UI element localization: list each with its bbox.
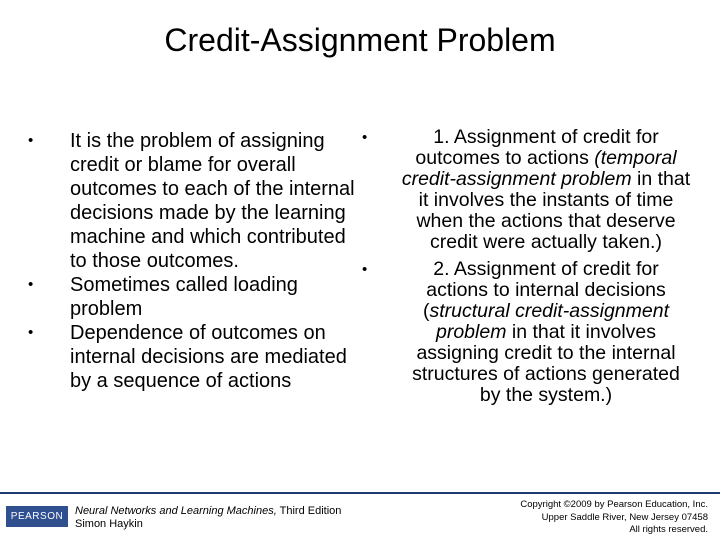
bullet-text-part: 1. Assignment of credit for outcomes to actions [415,126,659,169]
bullet-text-part: 2. Assignment of credit for actions to internal decisions ( [422,258,666,322]
bullet-text: It is the problem of assigning credit or blame for overall outcomes to each of the internal decisions made by the learning machine and which contributed to those outcomes. [70,130,355,272]
book-title: Neural Networks and Learning Machines, [75,505,277,517]
book-edition: Third Edition [276,505,342,517]
bullet-text-emphasis: structural credit-assignment problem [429,300,669,343]
slide-title: Credit-Assignment Problem [164,22,556,58]
bullet-item [28,321,358,393]
book-line [75,505,341,518]
footer-divider [0,492,720,494]
bullet-text-part: in that it involves the instants of time when the actions that deserve credit were actually taken.) [416,168,691,253]
bullet-text [400,127,692,253]
right-column [362,127,692,406]
pearson-logo [6,506,68,527]
left-column [28,129,358,393]
footer-book-info [75,505,341,531]
bullet-text [400,259,692,406]
bullet-text: Sometimes called loading problem [70,274,298,320]
bullet-marker: • [362,261,368,278]
copyright-line: All rights reserved. [629,524,708,535]
bullet-marker: • [362,129,368,146]
bullet-text-part: in that it involves assigning credit to the internal structures of actions generated by the system.) [412,321,680,406]
bullet-marker: • [28,276,34,293]
bullet-marker: • [28,324,34,341]
book-author: Simon Haykin [75,518,143,530]
bullet-text-emphasis: (temporal credit-assignment problem [401,147,677,190]
logo-text: PEARSON [10,511,64,522]
bullet-item [362,259,692,406]
copyright-line: Upper Saddle River, New Jersey 07458 [541,511,708,523]
bullet-item [28,129,358,273]
bullet-text: Dependence of outcomes on internal decisions are mediated by a sequence of actions [70,322,347,392]
bullet-marker: • [28,132,34,149]
footer-copyright [488,499,708,537]
copyright-line: Copyright ©2009 by Pearson Education, Inc. [520,499,708,510]
bullet-item [28,273,358,321]
bullet-item [362,127,692,253]
